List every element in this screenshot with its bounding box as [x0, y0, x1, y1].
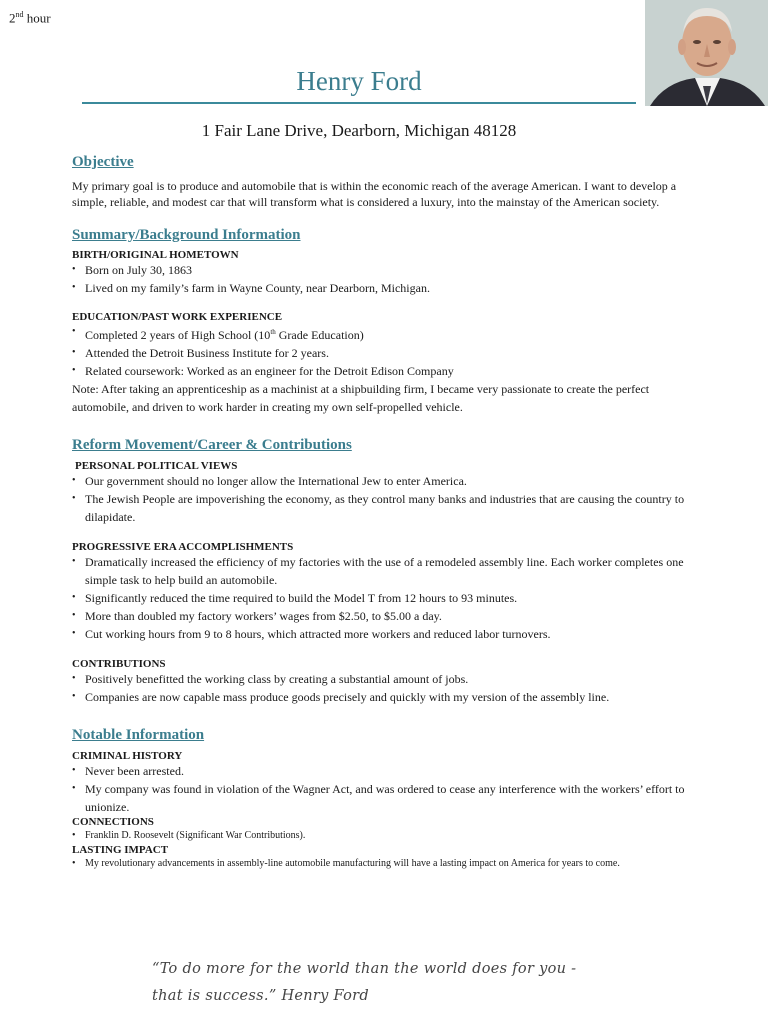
list-item: • Born on July 30, 1863 — [72, 261, 692, 279]
title-divider — [82, 102, 636, 104]
list-item: • Our government should no longer allow the International Jew to enter America. — [72, 472, 692, 490]
list-item: • Completed 2 years of High School (10th Grade Education) — [72, 323, 692, 344]
list-item: • Dramatically increased the efficiency of my factories with the use of a remodeled assembly line. Each worker completes one simple task to help build an automobile. — [72, 553, 692, 589]
list-item: • Cut working hours from 9 to 8 hours, which attracted more workers and reduced labor turnovers. — [72, 625, 692, 643]
class-hour-label: 2nd hour — [9, 10, 51, 26]
education-list — [72, 323, 692, 380]
list-item: • Attended the Detroit Business Institute for 2 years. — [72, 344, 692, 362]
political-views-subheading: PERSONAL POLITICAL VIEWS — [75, 460, 238, 472]
list-item: • Companies are now capable mass produce goods precisely and quickly with my version of the assembly line. — [72, 688, 692, 706]
list-item: • Never been arrested. — [72, 762, 692, 780]
criminal-history-subheading: CRIMINAL HISTORY — [72, 750, 183, 762]
education-subheading: EDUCATION/PAST WORK EXPERIENCE — [72, 311, 283, 323]
list-item: • Significantly reduced the time required to build the Model T from 12 hours to 93 minutes. — [72, 589, 692, 607]
lasting-impact-subheading: LASTING IMPACT — [72, 844, 169, 856]
summary-heading: Summary/Background Information — [72, 227, 301, 243]
reform-heading: Reform Movement/Career & Contributions — [72, 437, 352, 453]
closing-quote: “To do more for the world than the world does for you - that is success.” Henry Ford — [152, 961, 577, 1004]
list-item: • More than doubled my factory workers’ wages from $2.50, to $5.00 a day. — [72, 607, 692, 625]
accomplishments-subheading: PROGRESSIVE ERA ACCOMPLISHMENTS — [72, 541, 294, 553]
objective-heading: Objective — [72, 154, 134, 170]
list-item: • My company was found in violation of the Wagner Act, and was ordered to cease any interference with the workers’ effort to unionize. — [72, 780, 692, 816]
political-views-list — [72, 472, 692, 526]
education-note: Note: After taking an apprenticeship as a machinist at a shipbuilding firm, I became very passionate to create the perfect automobile, and driven to work harder in creating my own self-propelled vehicle. — [72, 382, 650, 414]
address: 1 Fair Lane Drive, Dearborn, Michigan 48128 — [201, 121, 517, 140]
contributions-list — [72, 670, 692, 706]
birth-subheading: BIRTH/ORIGINAL HOMETOWN — [72, 249, 239, 261]
lasting-impact-list — [72, 856, 692, 872]
connections-subheading: CONNECTIONS — [72, 816, 154, 828]
notable-heading: Notable Information — [72, 727, 205, 743]
objective-text: My primary goal is to produce and automobile that is within the economic reach of the average American. I want to develop a simple, reliable, and modest car that will transform what is considered a luxury, into the mainstay of the American society. — [72, 179, 677, 209]
list-item: • Lived on my family’s farm in Wayne County, near Dearborn, Michigan. — [72, 279, 692, 297]
resume-body — [72, 154, 692, 872]
accomplishments-list — [72, 553, 692, 643]
list-item: • Franklin D. Roosevelt (Significant War Contributions). — [72, 828, 692, 844]
list-item: • Positively benefitted the working class by creating a substantial amount of jobs. — [72, 670, 692, 688]
criminal-history-list — [72, 762, 692, 816]
list-item: • The Jewish People are impoverishing the economy, as they control many banks and industries that are causing the country to dilapidate. — [72, 490, 692, 526]
contributions-subheading: CONTRIBUTIONS — [72, 658, 166, 670]
portrait-photo — [645, 0, 768, 106]
list-item: • My revolutionary advancements in assembly-line automobile manufacturing will have a lasting impact on America for years to come. — [72, 856, 692, 872]
connections-list — [72, 828, 692, 844]
birth-list — [72, 261, 692, 297]
page-title: Henry Ford — [296, 66, 422, 96]
list-item: • Related coursework: Worked as an engineer for the Detroit Edison Company — [72, 362, 692, 380]
